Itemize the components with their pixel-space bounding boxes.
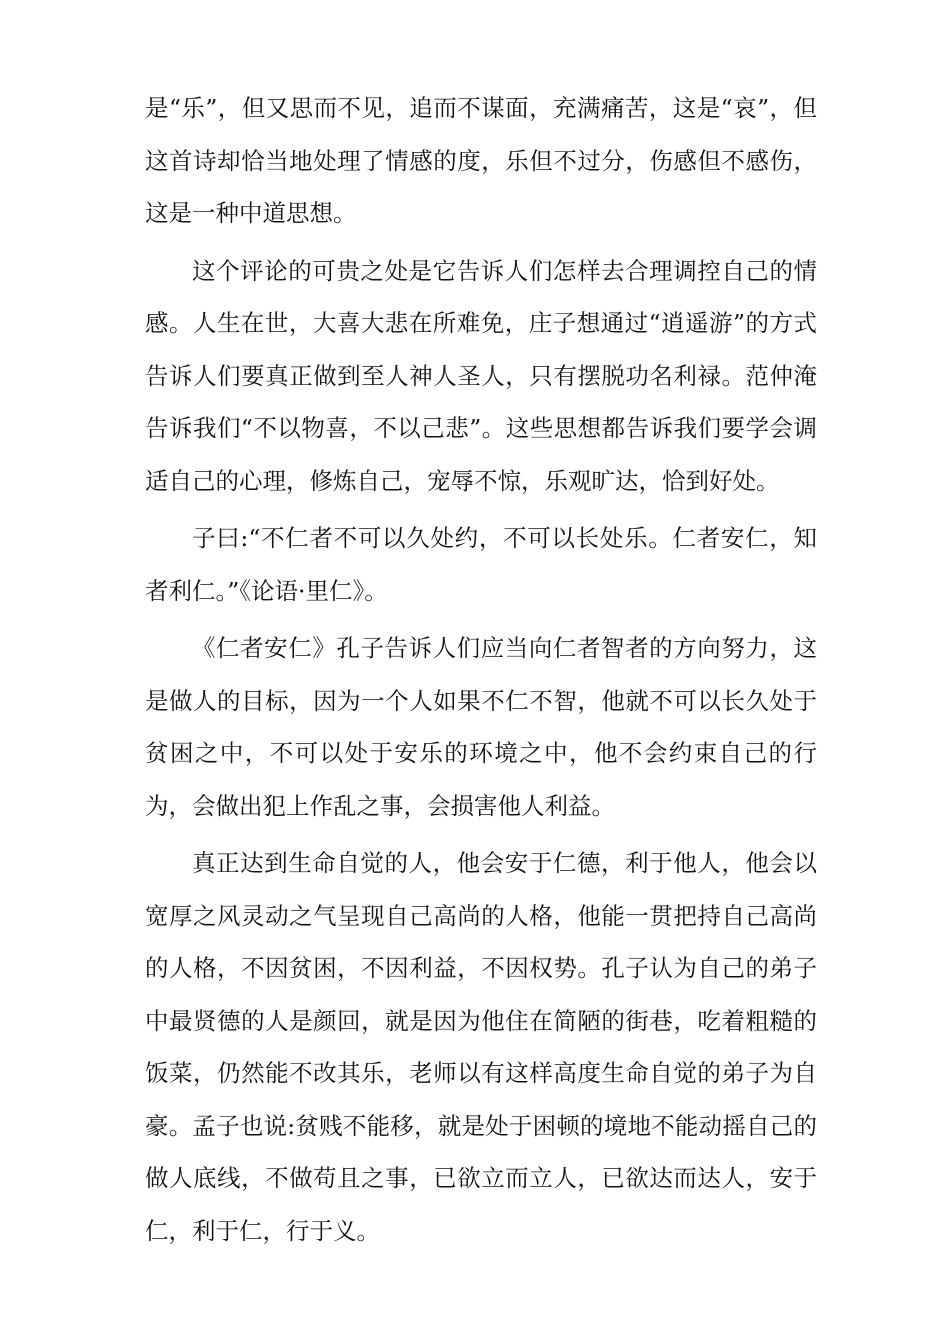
paragraph-quote-lunyu: 子曰:“不仁者不可以久处约，不可以长处乐。仁者安仁，知者利仁。”《论语·里仁》。 [145, 524, 817, 605]
paragraph-renzhe-anren: 《仁者安仁》孔子告诉人们应当向仁者智者的方向努力，这是做人的目标，因为一个人如果不仁不智，他就不可以长久处于贫困之中，不可以处于安乐的环境之中，他不会约束自己的行为，会做出犯上作乱之事，会损害他人利益。 [145, 634, 817, 820]
paragraph-continuation: 是“乐”，但又思而不见，追而不谋面，充满痛苦，这是“哀”，但这首诗却恰当地处理了情感的度，乐但不过分，伤感但不感伤，这是一种中道思想。 [145, 94, 817, 227]
paragraph-emotion-regulation: 这个评论的可贵之处是它告诉人们怎样去合理调控自己的情感。人生在世，大喜大悲在所难免，庄子想通过“逍遥游”的方式告诉人们要真正做到至人神人圣人，只有摆脱功名利禄。范仲淹告诉我们“不以物喜，不以己悲”。这些思想都告诉我们要学会调适自己的心理，修炼自己，宠辱不惊，乐观旷达，恰到好处。 [145, 256, 817, 495]
paragraph-life-awareness: 真正达到生命自觉的人，他会安于仁德，利于他人，他会以宽厚之风灵动之气呈现自己高尚的人格，他能一贯把持自己高尚的人格，不因贫困，不因利益，不因权势。孔子认为自己的弟子中最贤德的人是颜回，就是因为他住在简陋的街巷，吃着粗糙的饭菜，仍然能不改其乐，老师以有这样高度生命自觉的弟子为自豪。孟子也说:贫贱不能移，就是处于困顿的境地不能动摇自己的做人底线，不做苟且之事，已欲立而立人，已欲达而达人，安于仁，利于仁，行于义。 [145, 849, 817, 1245]
body-text [145, 82, 817, 1262]
